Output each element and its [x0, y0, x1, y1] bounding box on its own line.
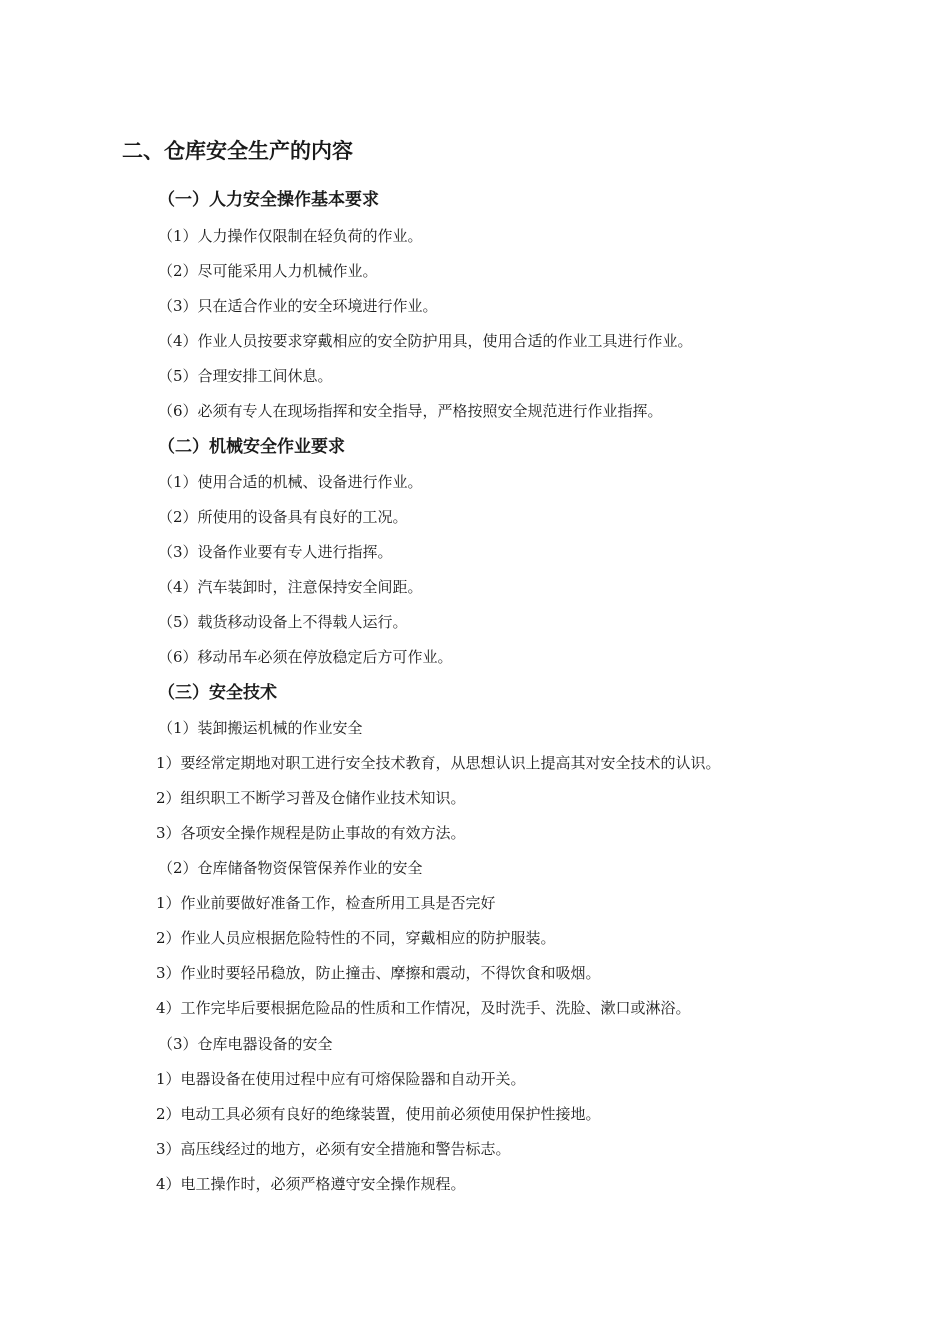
section-title-2: （二）机械安全作业要求: [158, 437, 345, 457]
subsection-title-1: （1）装卸搬运机械的作业安全: [158, 719, 363, 737]
list-item: 4）电工操作时，必须严格遵守安全操作规程。: [156, 1175, 466, 1193]
list-item: 1）作业前要做好准备工作，检查所用工具是否完好: [156, 894, 496, 912]
list-item: （6）必须有专人在现场指挥和安全指导，严格按照安全规范进行作业指挥。: [158, 402, 663, 420]
list-item: 1）要经常定期地对职工进行安全技术教育，从思想认识上提高其对安全技术的认识。: [156, 754, 721, 772]
list-item: 3）作业时要轻吊稳放，防止撞击、摩擦和震动，不得饮食和吸烟。: [156, 964, 601, 982]
section-title-3: （三）安全技术: [158, 683, 277, 703]
list-item: （2）尽可能采用人力机械作业。: [158, 262, 378, 280]
list-item: （4）汽车装卸时，注意保持安全间距。: [158, 578, 423, 596]
list-item: 1）电器设备在使用过程中应有可熔保险器和自动开关。: [156, 1070, 526, 1088]
section-title-1: （一）人力安全操作基本要求: [158, 190, 379, 210]
list-item: （4）作业人员按要求穿戴相应的安全防护用具，使用合适的作业工具进行作业。: [158, 332, 693, 350]
subsection-title-3: （3）仓库电器设备的安全: [158, 1035, 333, 1053]
list-item: （3）设备作业要有专人进行指挥。: [158, 543, 393, 561]
list-item: 3）高压线经过的地方，必须有安全措施和警告标志。: [156, 1140, 511, 1158]
list-item: （1）人力操作仅限制在轻负荷的作业。: [158, 227, 423, 245]
list-item: 2）电动工具必须有良好的绝缘装置，使用前必须使用保护性接地。: [156, 1105, 601, 1123]
list-item: （3）只在适合作业的安全环境进行作业。: [158, 297, 438, 315]
page-title: 二、仓库安全生产的内容: [122, 139, 353, 163]
subsection-title-2: （2）仓库储备物资保管保养作业的安全: [158, 859, 423, 877]
list-item: 3）各项安全操作规程是防止事故的有效方法。: [156, 824, 466, 842]
list-item: （5）合理安排工间休息。: [158, 367, 333, 385]
list-item: （5）载货移动设备上不得载人运行。: [158, 613, 408, 631]
list-item: 4）工作完毕后要根据危险品的性质和工作情况，及时洗手、洗脸、漱口或淋浴。: [156, 999, 691, 1017]
list-item: （2）所使用的设备具有良好的工况。: [158, 508, 408, 526]
list-item: 2）作业人员应根据危险特性的不同，穿戴相应的防护服装。: [156, 929, 556, 947]
list-item: 2）组织职工不断学习普及仓储作业技术知识。: [156, 789, 466, 807]
list-item: （1）使用合适的机械、设备进行作业。: [158, 473, 423, 491]
list-item: （6）移动吊车必须在停放稳定后方可作业。: [158, 648, 453, 666]
